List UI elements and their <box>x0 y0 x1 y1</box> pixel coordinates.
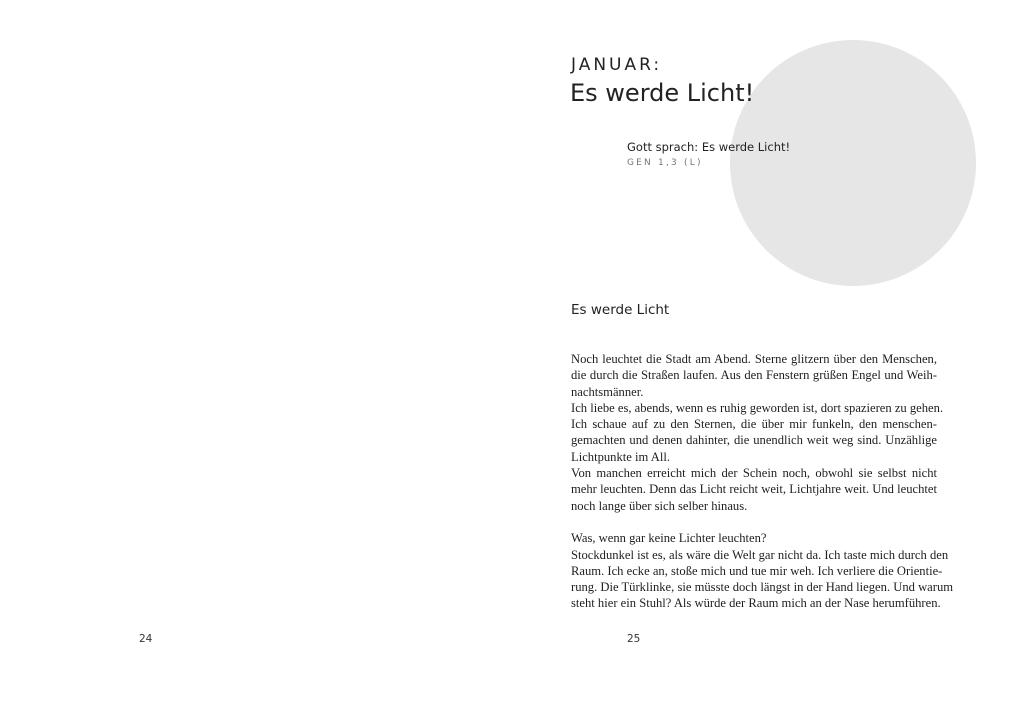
body-line: rung. Die Türklinke, sie müsste doch längst in der Hand liegen. Und warum <box>571 580 954 595</box>
body-line: steht hier ein Stuhl? Als würde der Raum mich an der Nase herumführen. <box>571 596 941 611</box>
body-line: Von manchen erreicht mich der Schein noch, obwohl sie selbst nicht <box>571 466 937 481</box>
body-line: mehr leuchten. Denn das Licht reicht weit, Lichtjahre weit. Und leuchtet <box>571 482 937 497</box>
body-line: Noch leuchtet die Stadt am Abend. Sterne glitzern über den Menschen, <box>571 352 937 366</box>
month-title: Es werde Licht! <box>570 79 755 107</box>
body-line: die durch die Straßen laufen. Aus den Fenstern grüßen Engel und Weih- <box>571 368 937 383</box>
body-line: nachtsmänner. <box>571 384 644 399</box>
bible-reference: GEN 1,3 (L) <box>627 158 703 168</box>
decorative-circle <box>730 40 976 286</box>
page-number-left: 24 <box>139 633 153 645</box>
bible-quote: Gott sprach: Es werde Licht! <box>627 140 791 154</box>
page-number-right: 25 <box>627 633 641 645</box>
body-line: Ich schaue auf zu den Sternen, die über mir funkeln, den menschen- <box>571 417 937 432</box>
paragraph-gap <box>571 514 937 530</box>
body-line: Ich liebe es, abends, wenn es ruhig geworden ist, dort spazieren zu gehen. <box>571 400 944 415</box>
body-line: Stockdunkel ist es, als wäre die Welt gar nicht da. Ich taste mich durch den <box>571 547 949 562</box>
section-title: Es werde Licht <box>571 302 670 318</box>
body-line: Raum. Ich ecke an, stoße mich und tue mir weh. Ich verliere die Orientie- <box>571 563 943 578</box>
month-label: JANUAR: <box>571 55 663 75</box>
body-line: Was, wenn gar keine Lichter leuchten? <box>571 531 767 546</box>
body-line: noch lange über sich selber hinaus. <box>571 498 748 513</box>
body-line: Lichtpunkte im All. <box>571 449 670 464</box>
body-line: gemachten und denen dahinter, die unendlich weit weg sind. Unzählige <box>571 433 937 448</box>
body-text <box>571 351 954 612</box>
